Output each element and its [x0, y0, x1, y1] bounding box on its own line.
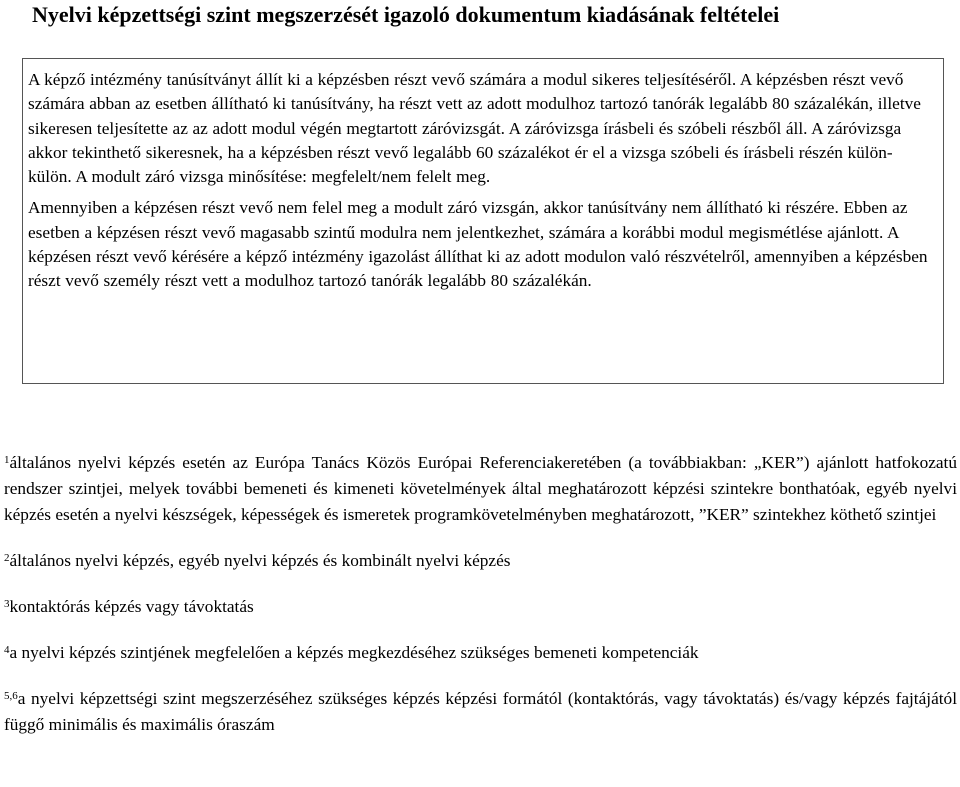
footnote [4, 548, 957, 574]
footnote [4, 594, 957, 620]
footnote-text: általános nyelvi képzés esetén az Európa Tanács Közös Európai Referenciakeretében (a továbbiakban: „KER”) ajánlott hatfokozatú rendszer szintjei, melyek további bemeneti és kimeneti követelmények által meghatározott képzési szintekre bonthatóak, egyéb nyelvi képzés esetén a nyelvi készségek, képességek és ismeretek programkövetelményben meghatározott, ”KER” szintekhez köthető szintjei [4, 453, 957, 524]
footnote-marker: 3 [4, 598, 10, 610]
footnote-text: a nyelvi képzettségi szint megszerzéséhez szükséges képzés képzési formától (kontaktórás, vagy távoktatás) és/vagy képzés fajtájától függő minimális és maximális óraszám [4, 689, 957, 734]
footnote [4, 450, 957, 528]
footnote-text: a nyelvi képzés szintjének megfelelően a képzés megkezdéséhez szükséges bemeneti kompetenciák [9, 643, 699, 662]
conditions-paragraph: A képző intézmény tanúsítványt állít ki a képzésben részt vevő számára a modul sikeres teljesítéséről. A képzésben részt vevő számára abban az esetben állítható ki tanúsítvány, ha részt vett az adott modulhoz tartozó tanórák legalább 80 százalékán, illetve sikeresen teljesítette az az adott modul végén megtartott záróvizsgát. A záróvizsga írásbeli és szóbeli részből áll. A záróvizsga akkor tekinthető sikeresnek, ha a képzésben részt vevő legalább 60 százalékot ér el a vizsga szóbeli és írásbeli részén külön-külön. A modult záró vizsga minősítése: megfelelt/nem felelt meg. [28, 70, 921, 187]
footnote-marker: 2 [4, 552, 10, 564]
footnote-marker: 4 [4, 644, 10, 656]
footnotes [4, 450, 957, 738]
footnote-marker: 1 [4, 454, 10, 466]
footnote-text: általános nyelvi képzés, egyéb nyelvi képzés és kombinált nyelvi képzés [9, 551, 511, 570]
document-title: Nyelvi képzettségi szint megszerzését igazoló dokumentum kiadásának feltételei [32, 2, 780, 27]
conditions-paragraph: Amennyiben a képzésen részt vevő nem felel meg a modult záró vizsgán, akkor tanúsítvány nem állítható ki részére. Ebben az esetben a képzésen részt vevő magasabb szintű modulra nem jelentkezhet, számára a korábbi modul megismétlése ajánlott. A képzésen részt vevő kérésére a képző intézmény igazolást állíthat ki az adott modulon való részvételről, amennyiben a képzésben részt vevő személy részt vett a modulhoz tartozó tanórák legalább 80 százalékán. [28, 198, 928, 291]
footnote [4, 640, 957, 666]
footnote-marker: 5,6 [4, 690, 18, 702]
conditions-box [22, 58, 944, 384]
footnote [4, 686, 957, 738]
footnote-text: kontaktórás képzés vagy távoktatás [9, 597, 254, 616]
